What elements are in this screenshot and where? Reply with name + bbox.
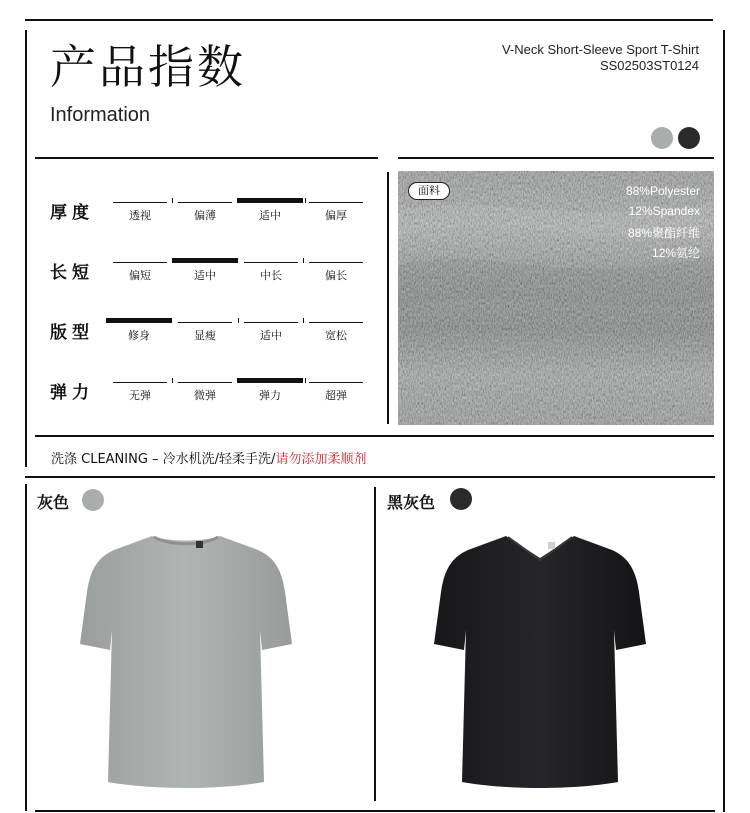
composition-line: 88%Polyester <box>625 184 700 198</box>
page-title: 产品指数 <box>50 40 246 94</box>
index-tick <box>305 378 306 383</box>
index-option: 中长 <box>244 262 298 283</box>
composition-line: 88%聚酯纤维 <box>627 226 700 240</box>
index-option: 微弹 <box>178 382 232 403</box>
index-tick <box>303 258 304 263</box>
index-divider <box>387 172 389 424</box>
index-option: 无弹 <box>113 382 167 403</box>
color-panel-divider <box>374 487 376 801</box>
cleaning-text: 洗涤 CLEANING – 冷水机洗/轻柔手洗/ <box>51 452 276 467</box>
index-label-thickness: 厚度 <box>50 203 94 223</box>
composition-line: 12%Spandex <box>628 204 700 218</box>
index-option-selected: 弹力 <box>237 378 303 403</box>
color-swatch-gray <box>82 489 104 511</box>
index-tick <box>172 198 173 203</box>
swatch-gray <box>651 127 673 149</box>
fabric-tag: 面料 <box>408 182 450 200</box>
index-label-length: 长短 <box>50 263 94 283</box>
right-border <box>723 30 725 812</box>
index-option: 偏薄 <box>178 202 232 223</box>
product-code: SS02503ST0124 <box>599 58 699 73</box>
header-divider-left <box>35 157 378 159</box>
black-tshirt-image <box>434 532 646 790</box>
index-label-fit: 版型 <box>50 323 94 343</box>
index-option: 超弹 <box>309 382 363 403</box>
index-option: 偏长 <box>309 262 363 283</box>
color-name-black: 黑灰色 <box>387 493 436 512</box>
index-option: 适中 <box>244 322 298 343</box>
fabric-image <box>398 171 714 425</box>
index-bottom-line <box>35 435 714 437</box>
index-option: 偏厚 <box>309 202 363 223</box>
color-swatch-black <box>450 488 472 510</box>
index-option: 偏短 <box>113 262 167 283</box>
header-divider-right <box>398 157 714 159</box>
top-border <box>25 19 713 21</box>
index-option-selected: 修身 <box>106 318 172 343</box>
cleaning-warning: 请勿添加柔顺剂 <box>275 452 367 467</box>
product-name: V-Neck Short-Sleeve Sport T-Shirt <box>501 42 699 57</box>
page-subtitle: Information <box>50 104 151 126</box>
color-name-gray: 灰色 <box>37 493 70 512</box>
cleaning-bottom-line <box>25 476 715 478</box>
left-border-top <box>25 30 27 467</box>
index-option: 宽松 <box>309 322 363 343</box>
gray-tshirt-image <box>80 532 292 790</box>
index-label-elasticity: 弹力 <box>50 383 94 403</box>
bottom-border <box>35 810 715 812</box>
index-option-selected: 适中 <box>237 198 303 223</box>
cleaning-instructions <box>51 448 366 467</box>
left-border-bottom <box>25 484 27 811</box>
index-option-selected: 适中 <box>172 258 238 283</box>
index-option: 显瘦 <box>178 322 232 343</box>
index-option: 透视 <box>113 202 167 223</box>
index-tick <box>238 318 239 323</box>
composition-line: 12%氨纶 <box>651 246 700 260</box>
index-tick <box>305 198 306 203</box>
index-tick <box>303 318 304 323</box>
index-tick <box>172 378 173 383</box>
swatch-black <box>678 127 700 149</box>
